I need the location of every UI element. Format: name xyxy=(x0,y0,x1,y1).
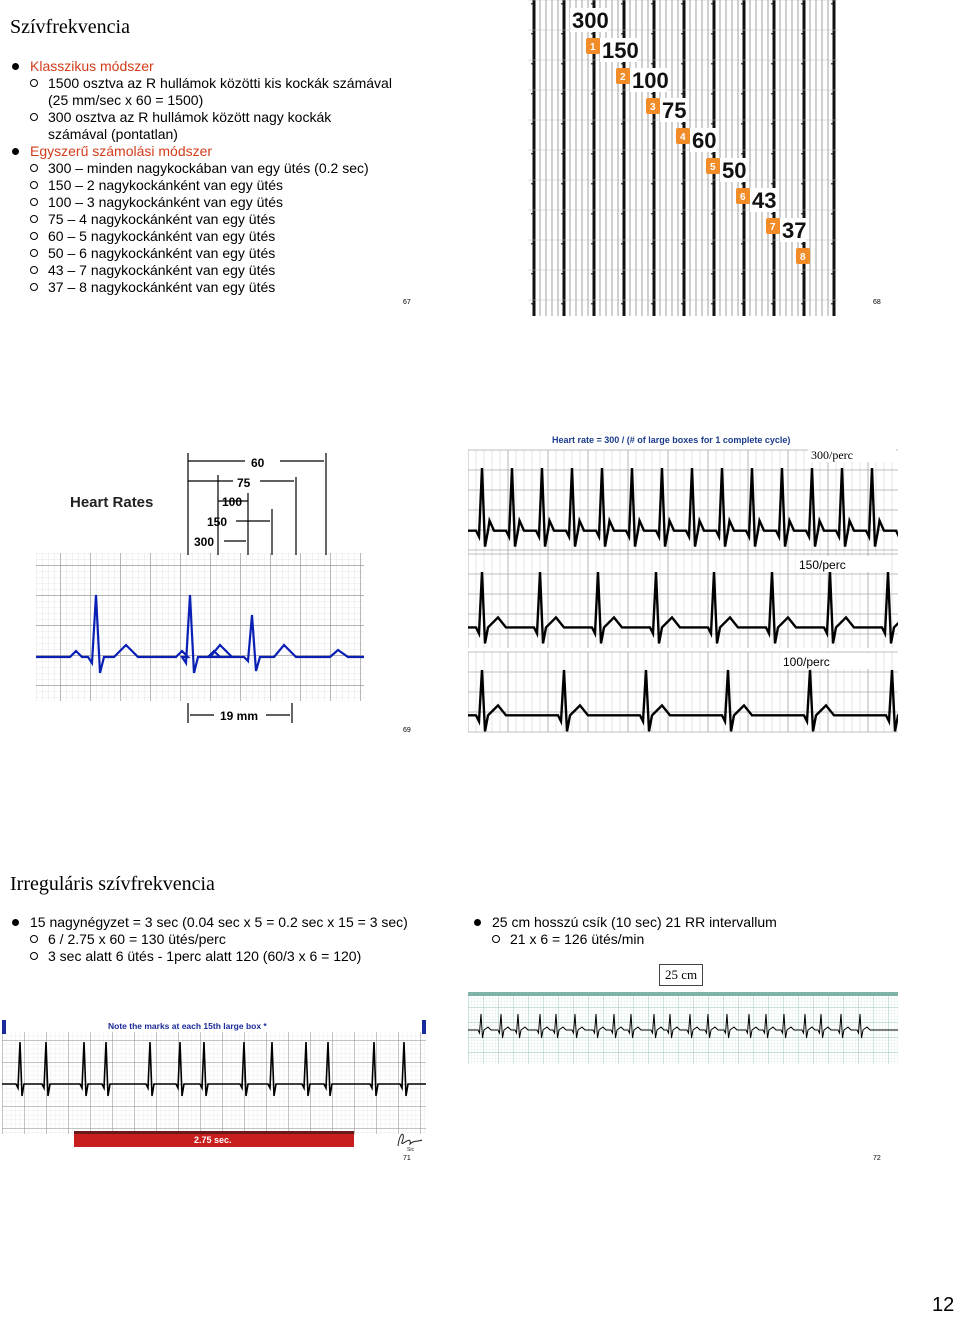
marker-300: 300 xyxy=(194,535,215,549)
long-ecg-strip xyxy=(468,992,898,1064)
page-number: 71 xyxy=(403,1155,411,1162)
list-item: 37 – 8 nagykockánként van egy ütés xyxy=(30,279,392,296)
box-number: 7 xyxy=(770,222,776,233)
slide-title: Irreguláris szívfrekvencia xyxy=(10,873,215,895)
box-number: 1 xyxy=(590,42,596,53)
strip-header: Note the marks at each 15th large box * xyxy=(108,1021,267,1031)
section-classic: Klasszikus módszer xyxy=(12,58,392,75)
list-item: 50 – 6 nagykockánként van egy ütés xyxy=(30,245,392,262)
svg-text:Sic: Sic xyxy=(407,1147,414,1153)
bullet-list xyxy=(12,914,432,965)
box-number: 2 xyxy=(620,72,626,83)
marker-150: 150 xyxy=(207,515,228,529)
marker-100: 100 xyxy=(222,495,243,509)
list-item: 300 osztva az R hullámok között nagy kockák számával (pontatlan) xyxy=(30,109,392,143)
rate-number: 37 xyxy=(782,218,807,243)
ecg-grid-image xyxy=(528,0,838,316)
list-item: 60 – 5 nagykockánként van egy ütés xyxy=(30,228,392,245)
list-item: 43 – 7 nagykockánként van egy ütés xyxy=(30,262,392,279)
measure-label: 19 mm xyxy=(220,709,259,723)
list-item: 1500 osztva az R hullámok közötti kis kockák számával (25 mm/sec x 60 = 1500) xyxy=(30,75,392,109)
rate-number: 43 xyxy=(752,188,777,213)
list-item: 25 cm hosszú csík (10 sec) 21 RR intervallum xyxy=(474,914,944,931)
strip-label-100: 100/perc xyxy=(783,655,830,669)
bullet-list xyxy=(474,914,944,948)
ecg-strips-figure xyxy=(468,432,898,740)
list-item: 15 nagynégyzet = 3 sec (0.04 sec x 5 = 0.2 sec x 15 = 3 sec) xyxy=(12,914,432,931)
rate-number: 60 xyxy=(692,128,717,153)
list-item: 75 – 4 nagykockánként van egy ütés xyxy=(30,211,392,228)
strip-label-300: 300/perc xyxy=(811,448,853,462)
box-number: 4 xyxy=(680,132,686,143)
list-item: 300 – minden nagykockában van egy ütés (0.2 sec) xyxy=(30,160,392,177)
box-number: 3 xyxy=(650,102,656,113)
slide-title: Szívfrekvencia xyxy=(10,16,130,38)
strip-header: Heart rate = 300 / (# of large boxes for 1 complete cycle) xyxy=(552,435,791,445)
heart-rates-figure xyxy=(30,445,370,735)
page-number: 72 xyxy=(873,1155,881,1162)
rate-number: 100 xyxy=(632,68,669,93)
document-page-number: 12 xyxy=(932,1294,955,1316)
irregular-ecg-strip xyxy=(2,1018,426,1154)
list-item: 150 – 2 nagykockánként van egy ütés xyxy=(30,177,392,194)
rate-number: 300 xyxy=(572,8,609,33)
list-item: 21 x 6 = 126 ütés/min xyxy=(492,931,944,948)
page-number: 68 xyxy=(873,299,881,306)
box-number: 6 xyxy=(740,192,746,203)
page-number: 69 xyxy=(403,727,411,734)
marker-60: 60 xyxy=(251,456,265,470)
strip-label-150: 150/perc xyxy=(799,558,846,572)
rate-number: 50 xyxy=(722,158,747,183)
bullet-list xyxy=(12,58,392,296)
length-label: 25 cm xyxy=(659,964,703,986)
section-simple: Egyszerű számolási módszer xyxy=(12,143,392,160)
list-item: 3 sec alatt 6 ütés - 1perc alatt 120 (60/3 x 6 = 120) xyxy=(30,948,432,965)
rate-number: 75 xyxy=(662,98,687,123)
box-number: 8 xyxy=(800,252,806,263)
marker-75: 75 xyxy=(237,476,251,490)
strip-footer: 2.75 sec. xyxy=(194,1135,232,1145)
list-item: 6 / 2.75 x 60 = 130 ütés/perc xyxy=(30,931,432,948)
rate-number: 150 xyxy=(602,38,639,63)
ecg-trace xyxy=(468,572,898,643)
ecg-trace xyxy=(468,670,898,731)
box-number: 5 xyxy=(710,162,716,173)
ecg-trace xyxy=(468,468,898,547)
figure-title: Heart Rates xyxy=(70,494,154,511)
list-item: 100 – 3 nagykockánként van egy ütés xyxy=(30,194,392,211)
page-number: 67 xyxy=(403,299,411,306)
